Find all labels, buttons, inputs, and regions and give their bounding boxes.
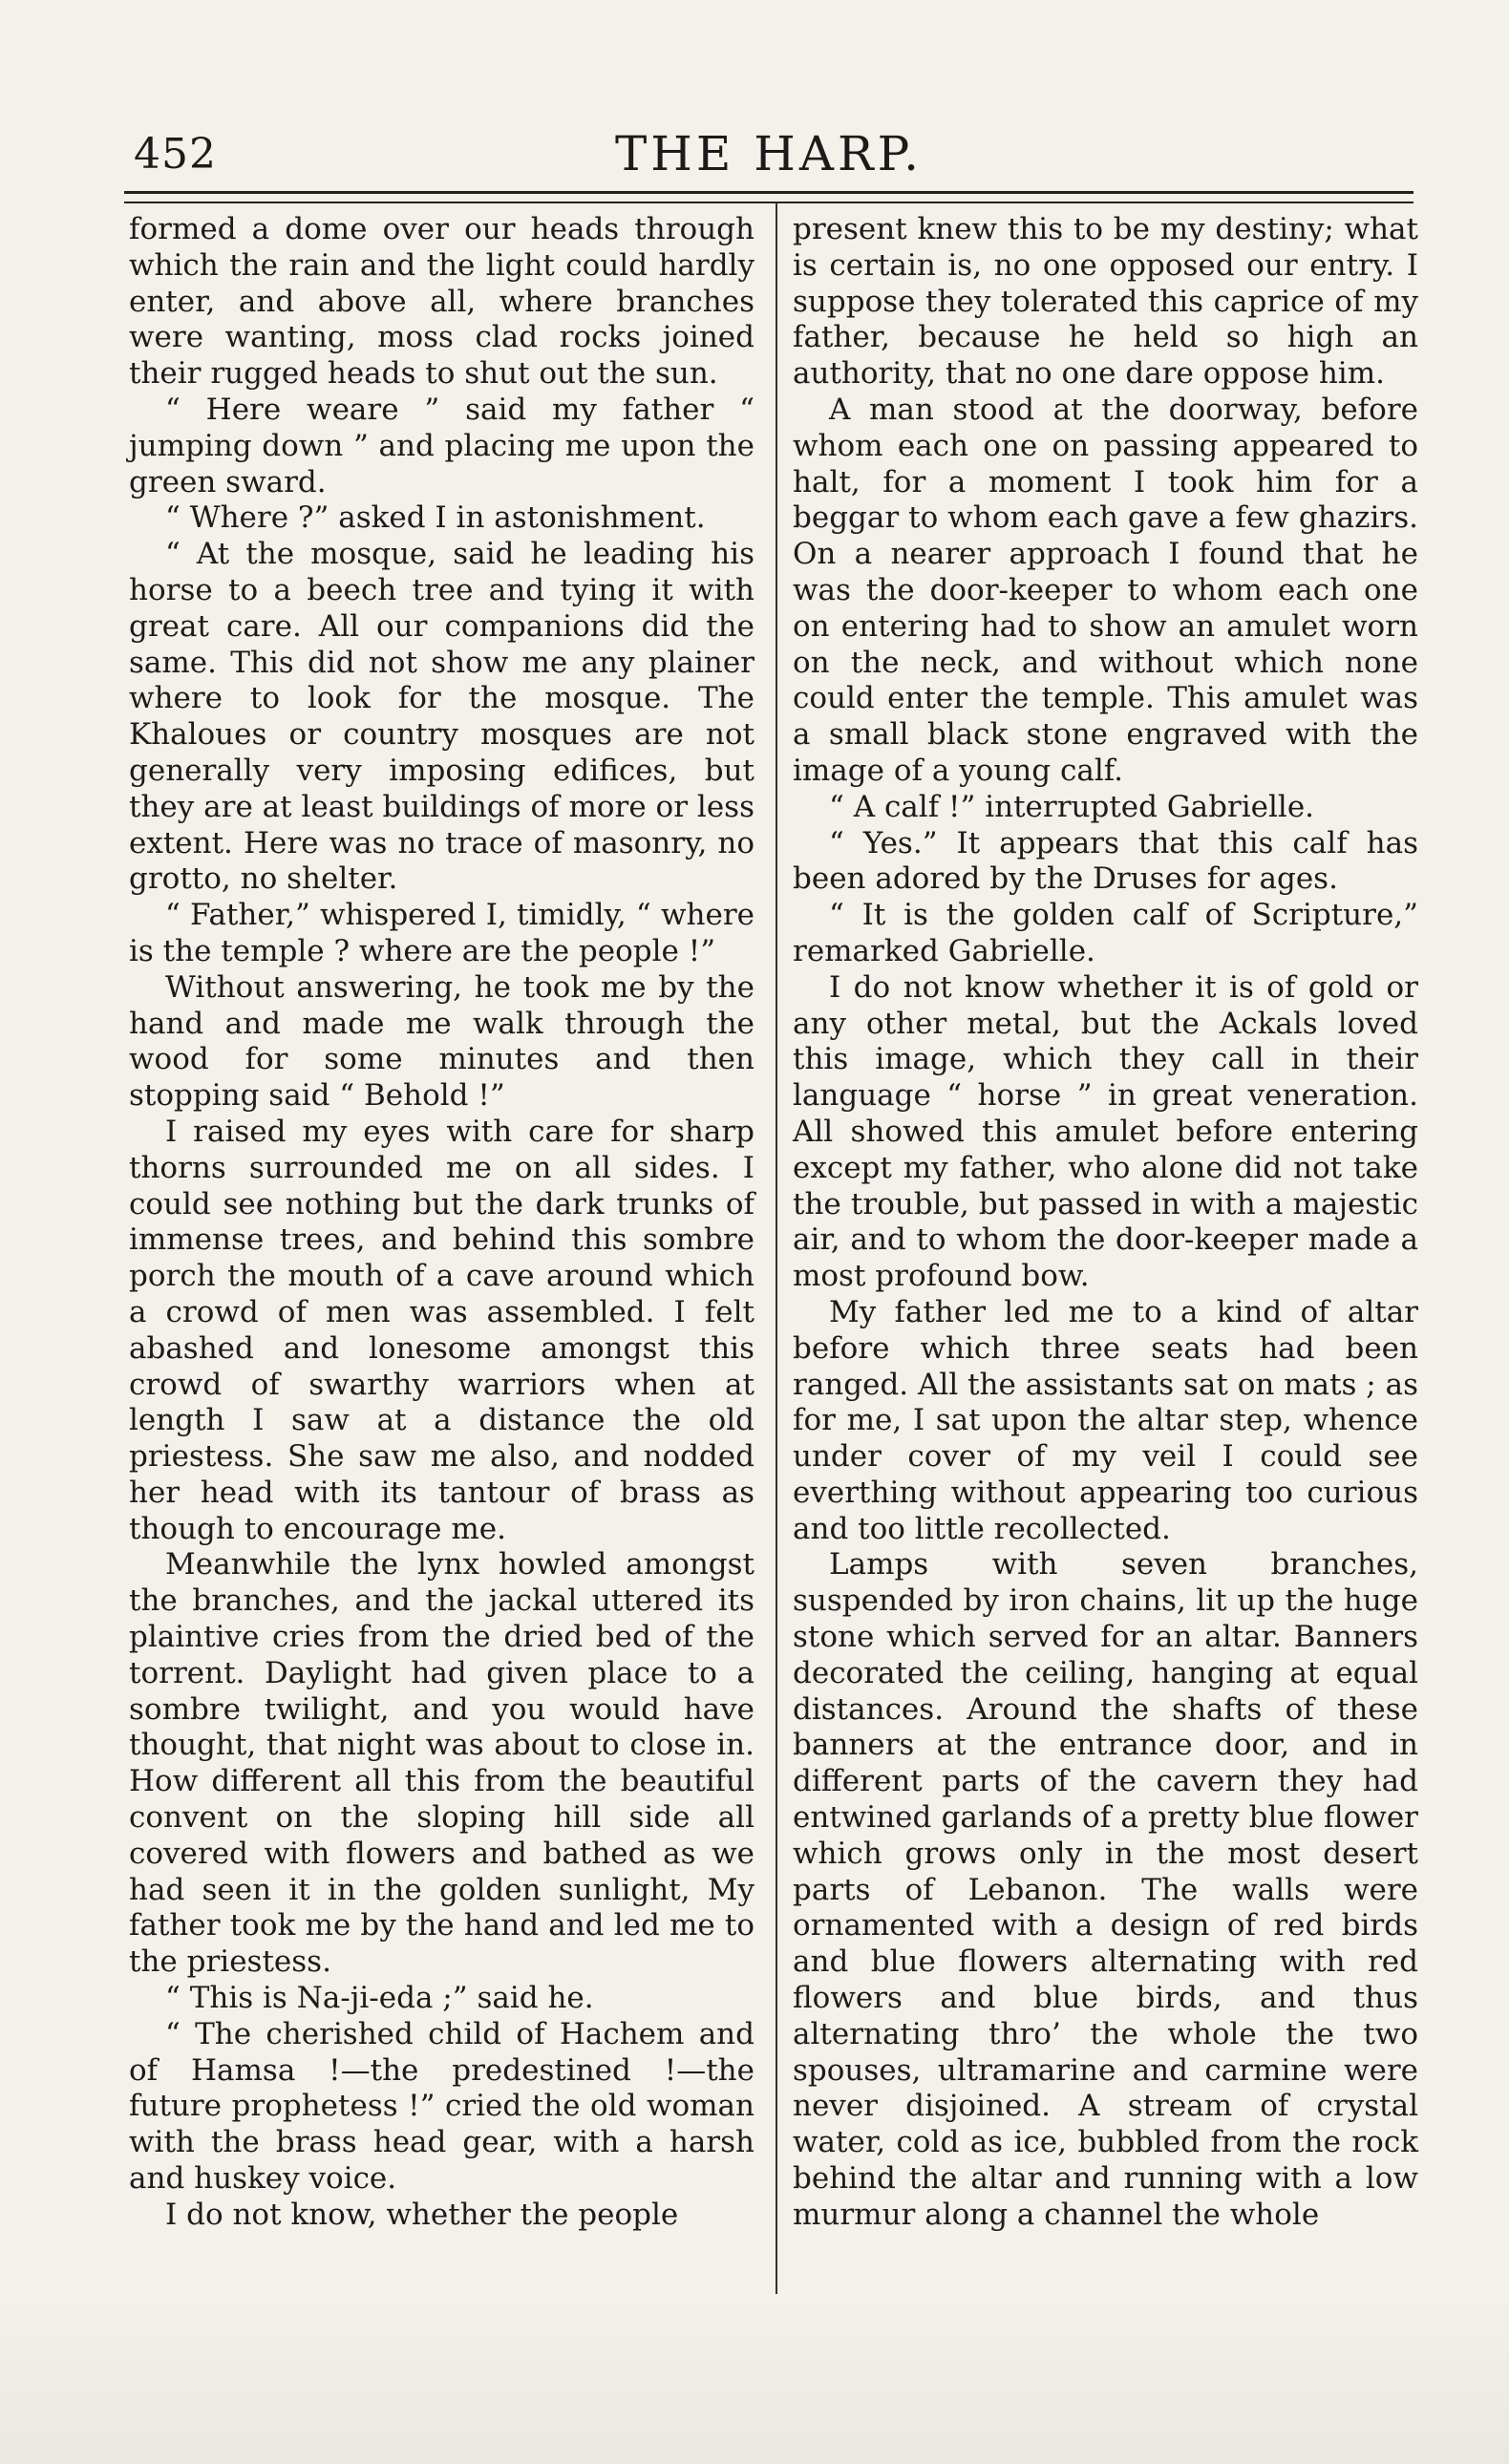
paragraph: Without answering, he took me by the hand and made me walk through the wood for some minutes and then stopping said “ Behold !” xyxy=(129,969,754,1114)
paragraph: Lamps with seven branches, suspended by iron chains, lit up the huge stone which served for an altar. Banners decorated the ceiling, hanging at equal distances. Around the shafts of these banners at the entrance door, and in different parts of the cavern they had entwined garlands of a pretty blue flower which grows only in the most desert parts of Lebanon. The walls were ornamented with a design of red birds and blue flowers alternating with red flowers and blue birds, and thus alternating thro’ the whole the two spouses, ultramarine and carmine were never disjoined. A stream of crystal water, cold as ice, bubbled from the rock behind the altar and running with a low murmur along a channel the whole xyxy=(793,1547,1418,2232)
paragraph: My father led me to a kind of altar before which three seats had been ranged. All the assistants sat on mats ; as for me, I sat upon the altar step, whence under cover of my veil I could see everthing without appearing too curious and too little recollected. xyxy=(793,1294,1418,1546)
paragraph: I do not know, whether the people xyxy=(165,2197,679,2232)
paragraph: I do not know whether it is of gold or any other metal, but the Ackals loved this image, which they call in their language “ horse ” in great veneration. All showed this amulet before entering except my father, who alone did not take the trouble, but passed in with a majestic air, and to whom the door-keeper made a most profound bow. xyxy=(793,969,1418,1294)
paragraph: “ Here weare ” said my father “ jumping down ” and placing me upon the green sward. xyxy=(129,392,754,499)
page-header xyxy=(124,113,1413,189)
paragraph: “ A calf !” interrupted Gabrielle. xyxy=(829,789,1315,824)
paragraph: “ It is the golden calf of Scripture,” remarked Gabrielle. xyxy=(793,898,1418,968)
paragraph: “ Father,” whispered I, timidly, “ where is the temple ? where are the people !” xyxy=(129,898,754,968)
paragraph: A man stood at the doorway, before whom each one on passing appeared to halt, for a moment I took him for a beggar to whom each gave a few ghazirs. On a nearer approach I found that he was the door-keeper to whom each one on entering had to show an amulet worn on the neck, and without which none could enter the temple. This amulet was a small black stone engraved with the image of a young calf. xyxy=(793,392,1418,788)
paragraph: formed a dome over our heads through which the rain and the light could hardly enter, and above all, where branches were wanting, moss clad rocks joined their rugged heads to shut out the sun. xyxy=(129,212,754,392)
paragraph: “ Where ?” asked I in astonishment. xyxy=(165,500,706,536)
paragraph: “ The cherished child of Hachem and of Hamsa !—the predestined !—the future prophetess !” cried the old woman with the brass head gear, with a harsh and huskey voice. xyxy=(129,2016,754,2197)
left-column xyxy=(129,212,754,2234)
paragraph: Meanwhile the lynx howled amongst the branches, and the jackal uttered its plaintive cries from the dried bed of the torrent. Daylight had given place to a sombre twilight, and you would have thought, that night was about to close in. How different all this from the beautiful convent on the sloping hill side all covered with flowers and bathed as we had seen it in the golden sunlight, My father took me by the hand and led me to the priestess. xyxy=(129,1547,754,1980)
right-column xyxy=(793,212,1418,2234)
column-divider xyxy=(776,202,777,2294)
header-rule xyxy=(124,191,1413,203)
paper-texture xyxy=(0,2292,1509,2464)
page-number: 452 xyxy=(134,130,217,179)
paragraph: I raised my eyes with care for sharp thorns surrounded me on all sides. I could see nothing but the dark trunks of immense trees, and behind this sombre porch the mouth of a cave around which a crowd of men was assembled. I felt abashed and lonesome amongst this crowd of swarthy warriors when at length I saw at a distance the old priestess. She saw me also, and nodded her head with its tantour of brass as though to encourage me. xyxy=(129,1114,754,1546)
paragraph: “ This is Na-ji-eda ;” said he. xyxy=(165,1981,594,2016)
paragraph: present knew this to be my destiny; what is certain is, no one opposed our entry. I suppose they tolerated this caprice of my father, because he held so high an authority, that no one dare oppose him. xyxy=(793,212,1418,392)
journal-title: THE HARP. xyxy=(614,126,924,181)
paragraph: “ Yes.” It appears that this calf has been adored by the Druses for ages. xyxy=(793,825,1418,897)
paragraph: “ At the mosque, said he leading his horse to a beech tree and tying it with great care. All our companions did the same. This did not show me any plainer where to look for the mosque. The Khaloues or country mosques are not generally very imposing edifices, but they are at least buildings of more or less extent. Here was no trace of masonry, no grotto, no shelter. xyxy=(129,537,754,897)
